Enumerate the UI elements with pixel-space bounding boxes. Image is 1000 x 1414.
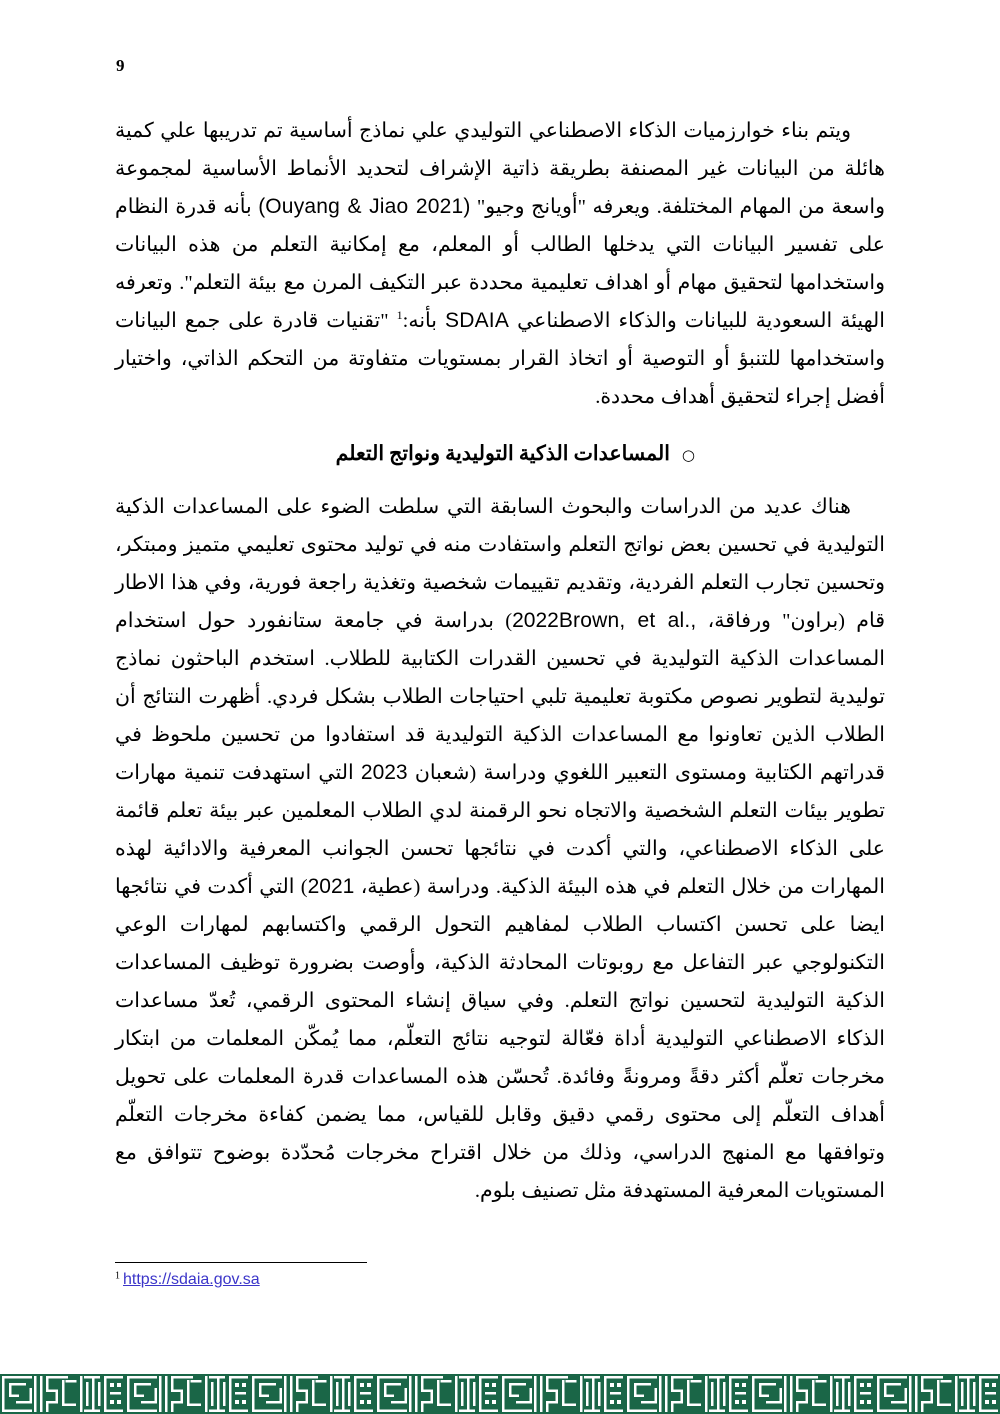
kufic-geometric-border xyxy=(0,1374,1000,1414)
citation-shaaban-year: 2023 xyxy=(360,761,408,784)
page-content xyxy=(115,112,885,1210)
citation-brown-et-al: Brown, et al., xyxy=(558,609,697,632)
paragraph-two xyxy=(115,488,885,1210)
footnote-entry xyxy=(115,1271,885,1289)
section-heading-label: المساعدات الذكية التوليدية ونواتج التعلم xyxy=(335,443,670,465)
circle-bullet-icon: ○ xyxy=(681,446,695,464)
paragraph-one xyxy=(115,112,885,416)
paragraph-two-part-d: ) التي أكدت في نتائجها ايضا على تحسن اكتساب الطلاب لمفاهيم التحول الرقمي واكتسابهم لمهارات الوعي التكنولوجي عبر التفاعل مع روبوتات المحادثة الذكية، وأوصت بضرورة توظيف المساعدات الذكية التوليدية لتحسين نواتج التعلم. وفي سياق إنشاء المحتوى الرقمي، تُعدّ مساعدات الذكاء الاصطناعي التوليدية أداة فعّالة لتوجيه نتائج التعلّم، مما يُمكّن المعلمات من ابتكار مخرجات تعلّم أكثر دقةً ومرونةً وفائدة. تُحسّن هذه المساعدات قدرة المعلمات على تحويل أهداف التعلّم إلى محتوى رقمي دقيق وقابل للقياس، مما يضمن كفاءة مخرجات التعلّم وتوافقها مع المنهج الدراسي، وذلك من خلال اقتراح مخرجات مُحدّدة بوضوح تتوافق مع المستويات المعرفية المستهدفة مثل تصنيف بلوم. xyxy=(115,876,885,1202)
footnote-separator-rule xyxy=(115,1262,367,1263)
page-number: 9 xyxy=(116,56,125,75)
paragraph-one-part-b: بأنه قدرة النظام على تفسير البيانات التي يدخلها الطالب أو المعلم، مع إمكانية التعلم من هذه البيانات واستخدامها لتحقيق مهام أو اهداف تعليمية محددة عبر التكيف المرن مع بيئة التعلم". وتعرفه الهيئة السعودية للبيانات والذكاء الاصطناعي xyxy=(115,196,885,332)
footnote-reference-marker[interactable]: 1 xyxy=(396,308,403,323)
paragraph-two-part-b: ) بدراسة في جامعة ستانفورد حول استخدام المساعدات الذكية التوليدية في تحسين القدرات الكتابية للطلاب. استخدم الباحثون نماذج توليدية لتطوير نصوص مكتوبة تعليمية تلبي احتياجات الطلاب بشكل فردي. أظهرت النتائج أن الطلاب الذين تعاونوا مع المساعدات الذكية التوليدية قد استفادوا من تحسين ملحوظ في قدراتهم الكتابية ومستوى التعبير اللغوي ودراسة (شعبان xyxy=(115,610,885,784)
paragraph-one-part-d: "تقنيات قادرة على جمع البيانات واستخدامها للتنبؤ أو التوصية أو اتخاذ القرار بمستويات متفاوتة من التحكم الذاتي، واختيار أفضل إجراء لتحقيق أهداف محددة. xyxy=(115,310,885,408)
paragraph-two-part-c: التي استهدفت تنمية مهارات تطوير بيئات التعلم الشخصية والاتجاه نحو الرقمنة لدي الطلاب المعلمين عبر بيئة تعلم قائمة على الذكاء الاصطناعي، والتي أكدت في نتائجها تحسن الجوانب المعرفية والادائية لهذه المهارات من خلال التعلم في هذه البيئة الذكية. ودراسة (عطية، xyxy=(115,762,885,898)
citation-atteya-year: 2021 xyxy=(307,875,355,898)
footnote-link-sdaia[interactable]: https://sdaia.gov.sa xyxy=(123,1271,260,1288)
citation-brown-year: 2022 xyxy=(512,609,559,632)
section-heading-generative-assistants xyxy=(115,436,885,472)
footnote-number: 1 xyxy=(115,1270,120,1282)
citation-ouyang-jiao: (Ouyang & Jiao 2021) xyxy=(258,195,471,218)
footnote-area xyxy=(115,1262,885,1289)
sdaia-acronym: SDAIA xyxy=(445,309,510,332)
paragraph-one-part-a: ويتم بناء خوارزميات الذكاء الاصطناعي التوليدي علي نماذج أساسية تم تدريبها علي كمية هائلة من البيانات غير المصنفة بطريقة ذاتية الإشراف لتحديد الأنماط الأساسية لمجموعة واسعة من المهام المختلفة. ويعرفه "أويانج وجيو" xyxy=(115,120,886,218)
paragraph-one-part-c: بأنه: xyxy=(402,310,446,332)
paragraph-two-part-a: هناك عديد من الدراسات والبحوث السابقة التي سلطت الضوء على المساعدات الذكية التوليدية في تحسين بعض نواتج التعلم واستفادت منه في توليد محتوى تعليمي متميز ومبتكر، وتحسين تجارب التعلم الفردية، وتقديم تقييمات شخصية وتغذية راجعة فورية، وفي هذا الاطار قام (براون" ورفاقة، xyxy=(115,496,885,632)
